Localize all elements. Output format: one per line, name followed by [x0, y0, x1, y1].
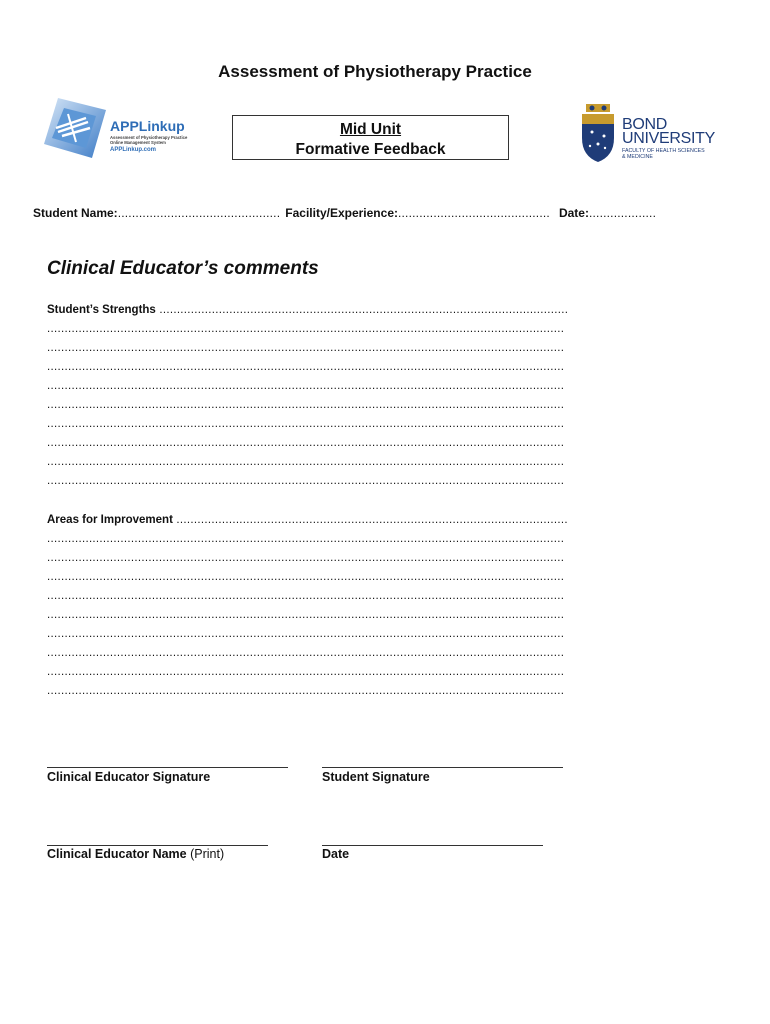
- improvement-line[interactable]: ....................................................................................................................................................: [47, 590, 565, 602]
- student-info-row: [33, 206, 723, 220]
- improvement-line[interactable]: ....................................................................................................................................................: [47, 647, 565, 659]
- date-field[interactable]: ...................: [588, 206, 657, 220]
- university-word: UNIVERSITY: [622, 130, 716, 147]
- educator-name-suffix: (Print): [186, 847, 225, 861]
- strengths-line[interactable]: ....................................................................................................................................................: [47, 342, 565, 354]
- date-signature-label: Date: [322, 847, 350, 861]
- improvement-line[interactable]: ....................................................................................................................................................: [47, 533, 565, 545]
- bond-wordmark: [622, 118, 715, 146]
- mid-unit-title: Mid Unit: [339, 121, 402, 138]
- improvement-first-line[interactable]: [47, 511, 671, 530]
- improvement-line[interactable]: ....................................................................................................................................................: [47, 571, 565, 583]
- strengths-line[interactable]: ....................................................................................................................................................: [47, 437, 565, 449]
- bond-faculty-line1: FACULTY OF HEALTH SCIENCES: [622, 148, 705, 154]
- applinkup-brand: APPLinkup: [110, 118, 185, 134]
- strengths-label: Student’s Strengths: [47, 304, 156, 316]
- applinkup-logo-icon: [40, 98, 106, 160]
- section-heading: Clinical Educator’s comments: [47, 258, 319, 279]
- improvement-block: [47, 511, 671, 701]
- student-name-field[interactable]: ..............................................: [117, 206, 281, 220]
- dotted-line: ................................................................................................................: [172, 514, 568, 526]
- improvement-line[interactable]: ....................................................................................................................................................: [47, 552, 565, 564]
- mid-unit-box: [232, 115, 509, 160]
- student-signature-label: Student Signature: [322, 770, 430, 784]
- student-name-label: Student Name:: [33, 206, 118, 220]
- educator-name-line[interactable]: [47, 845, 268, 846]
- bond-university-logo: [578, 102, 728, 164]
- strengths-line[interactable]: ....................................................................................................................................................: [47, 418, 565, 430]
- bond-faculty-line2: & MEDICINE: [622, 154, 653, 160]
- applinkup-subtitle-line2: Online Management System: [110, 140, 166, 145]
- dotted-line: .....................................................................................................................: [155, 304, 569, 316]
- improvement-line[interactable]: ....................................................................................................................................................: [47, 609, 565, 621]
- page-title: Assessment of Physiotherapy Practice: [218, 62, 532, 81]
- applinkup-subtitle: [110, 135, 187, 145]
- bond-crest-icon: [578, 102, 618, 164]
- facility-label: Facility/Experience:: [285, 206, 398, 220]
- strengths-line[interactable]: ....................................................................................................................................................: [47, 399, 565, 411]
- improvement-line[interactable]: ....................................................................................................................................................: [47, 685, 565, 697]
- date-signature-line[interactable]: [322, 845, 543, 846]
- bond-faculty: [622, 148, 705, 160]
- date-label: Date:: [558, 206, 589, 220]
- formative-feedback-title: Formative Feedback: [295, 141, 446, 158]
- educator-signature-line[interactable]: [47, 767, 288, 768]
- applinkup-url: APPLinkup.com: [110, 147, 157, 153]
- facility-field[interactable]: ...........................................: [397, 206, 550, 220]
- educator-signature-label: Clinical Educator Signature: [47, 770, 211, 784]
- strengths-block: [47, 301, 671, 491]
- strengths-line[interactable]: ....................................................................................................................................................: [47, 380, 565, 392]
- strengths-line[interactable]: ....................................................................................................................................................: [47, 361, 565, 373]
- educator-name-label: [47, 847, 224, 861]
- strengths-line[interactable]: ....................................................................................................................................................: [47, 475, 565, 487]
- educator-name-text: Clinical Educator Name: [47, 847, 187, 861]
- improvement-line[interactable]: ....................................................................................................................................................: [47, 628, 565, 640]
- strengths-line[interactable]: ....................................................................................................................................................: [47, 323, 565, 335]
- strengths-line[interactable]: ....................................................................................................................................................: [47, 456, 565, 468]
- applinkup-subtitle-line1: Assessment of Physiotherapy Practice: [110, 135, 188, 140]
- improvement-label: Areas for Improvement: [47, 514, 173, 526]
- strengths-first-line[interactable]: [47, 301, 671, 320]
- improvement-line[interactable]: ....................................................................................................................................................: [47, 666, 565, 678]
- applinkup-logo: [40, 98, 200, 160]
- student-signature-line[interactable]: [322, 767, 563, 768]
- bond-word: BOND: [622, 116, 668, 133]
